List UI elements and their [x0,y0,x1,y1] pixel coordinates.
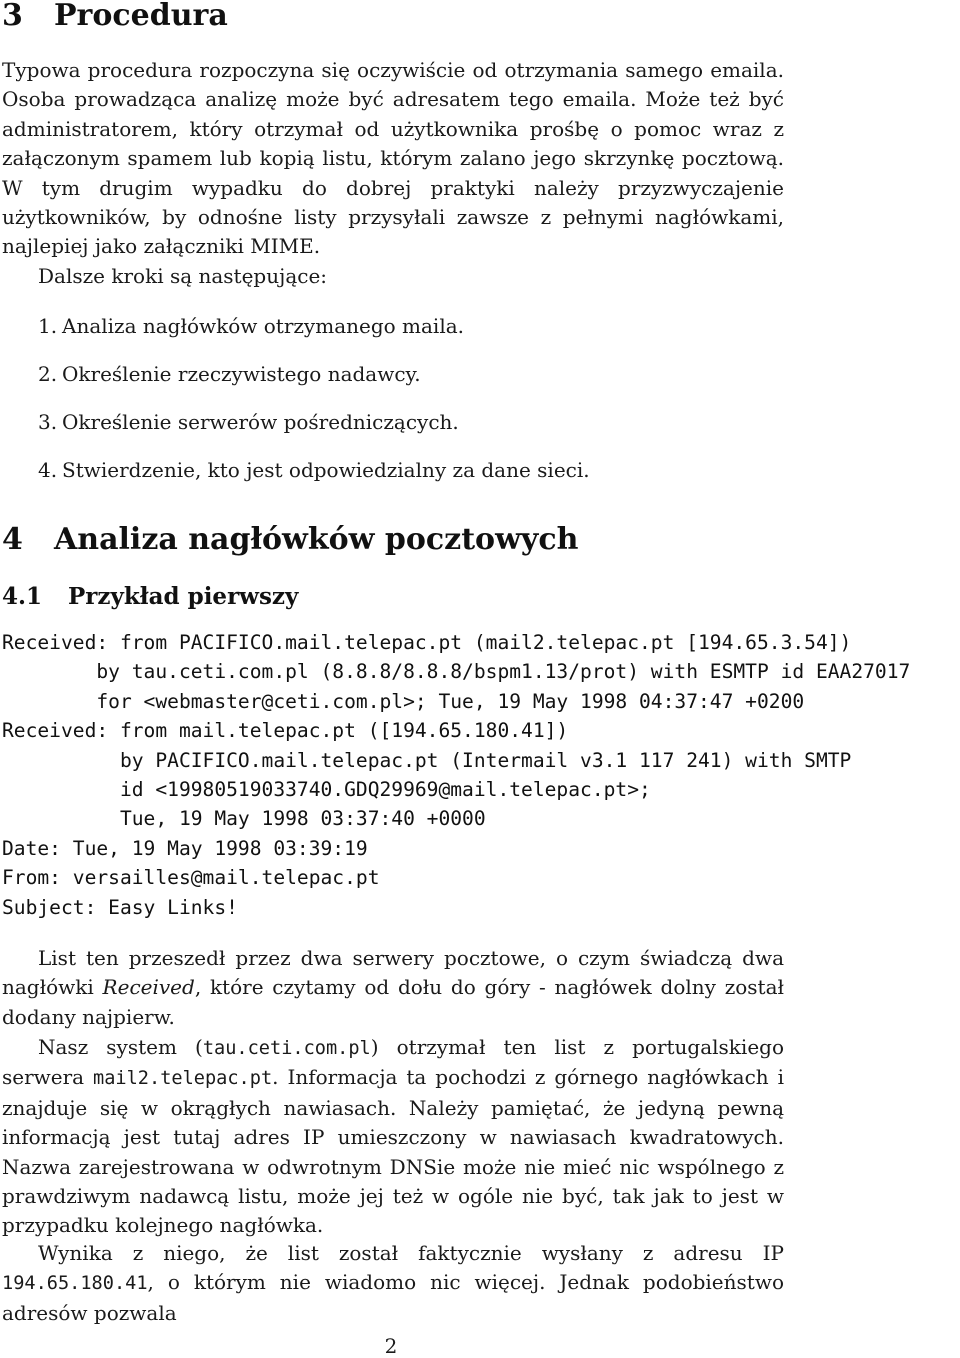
list-item: 1. Analiza nagłówków otrzymanego maila. [38,314,464,338]
steps-list [2,308,762,500]
ip-conclusion-paragraph: Wynika z niego, że list został faktycznie wysłany z adresu IP 194.65.180.41, o którym nie wiadomo nic więcej. Jednak podobieństwo adresów pozwala [2,1241,784,1325]
list-item: 2. Określenie rzeczywistego nadawcy. [38,362,421,386]
section-heading-procedura [2,0,228,34]
received-emphasis: Received [102,975,195,1000]
list-item: 3. Określenie serwerów pośredniczących. [38,410,459,434]
section-heading-analiza [2,522,578,558]
received-explanation-paragraph: List ten przeszedł przez dwa serwery pocztowe, o czym świadczą dwa nagłówki Received, które czytamy od dołu do góry - nagłówek dolny został dodany najpierw. [2,946,785,1029]
ip-address-code: 194.65.180.41 [2,1273,148,1295]
hostname-code: mail2.telepac.pt [93,1068,273,1090]
procedure-paragraph: Typowa procedura rozpoczyna się oczywiście od otrzymania samego emaila. Osoba prowadząca analizę może być adresatem tego emaila. Może też być administratorem, który otrzymał od użytkownika prośbę o pomoc wraz z załączonym spamem lub kopią listu, którym zalano jego skrzynkę pocztową. W tym drugim wypadku do dobrej praktyki należy przyzwyczajenie użytkowników, by odnośne listy przysyłali zawsze z pełnymi nagłówkami, najlepiej jako załączniki MIME. [2,58,784,259]
subsection-number: 4.1 [2,583,43,610]
section-number: 4 [2,522,23,557]
email-headers-listing: Received: from PACIFICO.mail.telepac.pt (mail2.telepac.pt [194.65.3.54]) by tau.ceti.com.pl (8.8.8/8.8.8/bspm1.13/prot) with ESMTP id EAA27017 for <webmaster@ceti.com.pl>; Tue, 19 May 1998 04:37:47 +0200 Received: from mail.telepac.pt ([194.65.180.41]) by PACIFICO.mail.telepac.pt (Intermail v3.1 117 241) with SMTP id <19980519033740.GDQ29969@mail.telepac.pt>; Tue, 19 May 1998 03:37:40 +0000 Date: Tue, 19 May 1998 03:39:19 From: versailles@mail.telepac.pt Subject: Easy Links! [2,631,911,919]
subsection-heading [2,582,298,612]
list-item: 4. Stwierdzenie, kto jest odpowiedzialny za dane sieci. [38,458,590,482]
steps-intro: Dalsze kroki są następujące: [38,264,328,288]
page-number: 2 [384,1334,398,1358]
hostname-code: tau.ceti.com.pl [202,1038,371,1059]
section-title: Analiza nagłówków pocztowych [54,522,579,557]
system-explanation-paragraph: Nasz system (tau.ceti.com.pl) otrzymał ten list z portugalskiego serwera mail2.telepac.pt. Informacja ta pochodzi z górnego nagłówkach i znajduje się w okrągłych nawiasach. Należy pamiętać, że jedyną pewną informacją jest tutaj adres IP umieszczony w nawiasach kwadratowych. Nazwa zarejestrowana w odwrotnym DNSie może nie mieć nic wspólnego z prawdziwym nadawcą listu, może jej też w ogóle nie być, tak jak to jest w przypadku kolejnego nagłówka. [2,1035,785,1238]
section-number: 3 [2,0,23,33]
subsection-title: Przykład pierwszy [68,583,299,610]
section-title: Procedura [54,0,228,33]
